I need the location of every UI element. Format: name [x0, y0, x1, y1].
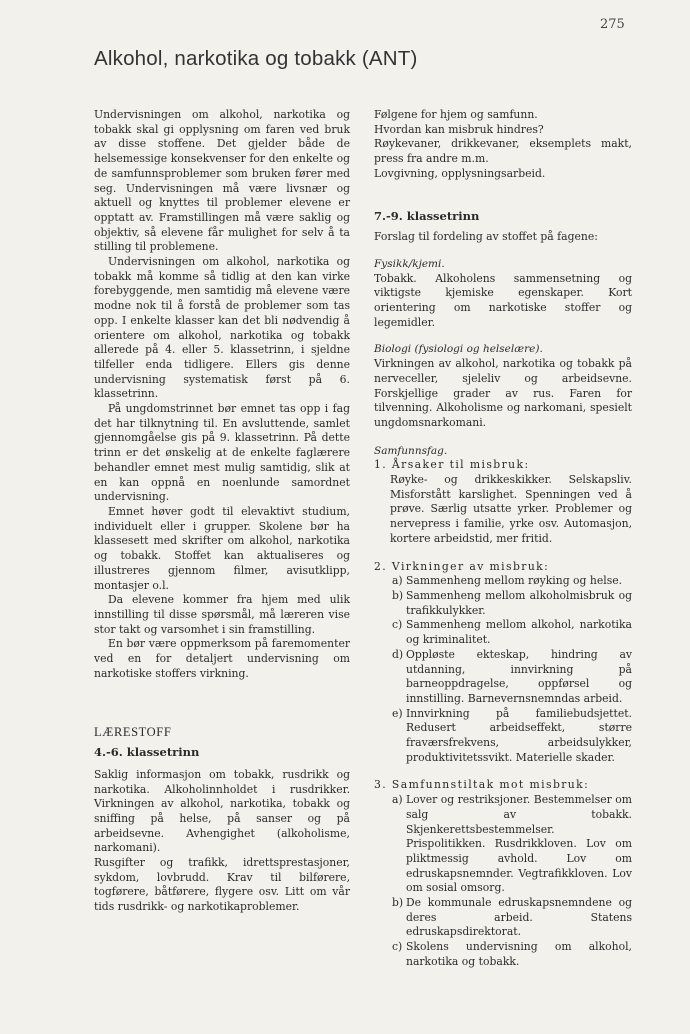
proposal-text: Forslag til fordeling av stoffet på fagene: — [374, 230, 598, 244]
list-item-text: Sammenheng mellom alkohol, narkotika og kriminalitet. — [406, 618, 632, 647]
subject-biologi-label: Biologi (fysiologi og helselære). — [374, 343, 543, 356]
grade-4-6-paragraph: Saklig informasjon om tobakk, rusdrikk og narkotika. Alkoholinnholdet i rusdrikker. Virkningen av alkohol, narkotika, tobakk og sniffing på helse, på sanser og på arbeidsevne. Avhengighet (alkoholisme, narkomani). — [94, 767, 350, 855]
list-item-text: Oppløste ekteskap, hindring av utdanning, innvirkning på barneoppdragelse, oppførsel og innstilling. Barnevernsnemndas arbeid. — [406, 647, 632, 705]
list-item-label: c) — [392, 940, 403, 954]
section-3-heading: 3. Samfunnstiltak mot misbruk: — [374, 778, 590, 792]
page-number: 275 — [600, 17, 625, 32]
list-item — [374, 648, 632, 707]
subject-fysikk-label: Fysikk/kjemi. — [374, 257, 445, 270]
subject-biologi-text: Virkningen av alkohol, narkotika og tobakk på nerveceller, sjeleliv og arbeidsevne. Forskjellige grader av rus. Faren for tilvenning. Alkoholisme og narkomani, spesielt ungdomsnarkomani. — [374, 357, 632, 429]
section-2-heading: 2. Virkninger av misbruk: — [374, 559, 550, 573]
section-1-heading: 1. Årsaker til misbruk: — [374, 458, 530, 472]
list-item-text: Innvirkning på familiebudsjettet. Redusert arbeidseffekt, større fraværsfrekvens, arbeidsulykker, produktivitetssvikt. Materielle skader. — [406, 706, 632, 764]
intro-paragraph: Undervisningen om alkohol, narkotika og tobakk skal gi opplysning om faren ved bruk av disse stoffene. Det gjelder både de helsemessige konsekvenser for den enkelte og de samfunnsproblemer som bruken fører med seg. Undervisningen må være livsnær og aktuell og knyttes til problemer elevene er opptatt av. Framstillingen må være saklig og objektiv, så elevene får mulighet for selv å ta stilling til problemene. — [94, 108, 350, 254]
list-item — [374, 940, 632, 969]
paragraph-elevaktivt: Emnet høver godt til elevaktivt studium, individuelt eller i grupper. Skolene bør ha klassesett med skrifter om alkohol, narkotika og tobakk. Stoffet kan aktualiseres og illustreres gjennom filmer, avisutklipp, montasjer o.l. — [94, 504, 350, 592]
list-item-text: Sammenheng mellom røyking og helse. — [406, 574, 623, 588]
list-item — [374, 574, 632, 589]
paragraph-timing: Undervisningen om alkohol, narkotika og tobakk må komme så tidlig at den kan virke forebyggende, men samtidig må elevene være modne nok til å forstå de problemer som tas opp. I enkelte klasser kan det bli nødvendig å orientere om alkohol, narkotika og tobakk allerede på 4. eller 5. klassetrinn, i sjeldne tilfeller enda tidligere. Ellers gis denne undervisning systematisk først på 6. klassetrinn. — [94, 255, 350, 401]
list-item-text: Skolens undervisning om alkohol, narkotika og tobakk. — [406, 940, 632, 968]
subject-fysikk-text: Tobakk. Alkoholens sammensetning og viktigste kjemiske egenskaper. Kort orientering om narkotiske stoffer og legemidler. — [374, 271, 632, 329]
list-item-label: b) — [392, 588, 404, 602]
page-title: Alkohol, narkotika og tobakk (ANT) — [94, 47, 418, 70]
list-item — [374, 707, 632, 766]
subject-samfunn-label: Samfunnsfag. — [374, 444, 448, 457]
list-item-label: a) — [392, 574, 403, 588]
list-item-label: d) — [392, 647, 404, 661]
list-item — [374, 618, 632, 647]
section-1-text: Røyke- og drikkeskikker. Selskapsliv. Misforstått karslighet. Spenningen ved å prøve. Særlig utsatte yrker. Problemer og nervepress i familie, yrke osv. Automasjon, kortere arbeidstid, mer fritid. — [390, 473, 632, 545]
list-item-label: b) — [392, 896, 404, 910]
list-item — [374, 793, 632, 896]
grade-4-6-heading: 4.-6. klassetrinn — [94, 745, 200, 760]
text-line: Hvordan kan misbruk hindres? — [374, 122, 544, 136]
list-item-label: a) — [392, 793, 403, 807]
list-item-text: De kommunale edruskapsnemndene og deres arbeid. Statens edruskapsdirektorat. — [406, 896, 632, 939]
grade-4-6-paragraph: Rusgifter og trafikk, idrettsprestasjoner, sykdom, lovbrudd. Krav til bilførere, togførere, båtførere, flygere osv. Litt om vår tids rusdrikk- og narkotikaproblemer. — [94, 856, 350, 914]
text-line: Følgene for hjem og samfunn. — [374, 108, 538, 121]
grade-7-9-heading: 7.-9. klassetrinn — [374, 208, 480, 223]
list-item-label: e) — [392, 706, 403, 720]
list-item-label: c) — [392, 618, 403, 632]
text-line: Lovgivning, opplysningsarbeid. — [374, 166, 546, 180]
laerestoff-heading: LÆRESTOFF — [94, 725, 172, 740]
list-item-text: Lover og restriksjoner. Bestemmelser om salg av tobakk. Skjenkerettsbestemmelser. Prispolitikken. Rusdrikkloven. Lov om pliktmessig avhold. Lov om edruskapsnemnder. Vegtrafikkloven. Lov om sosial omsorg. — [406, 793, 632, 895]
list-item-text: Sammenheng mellom alkoholmisbruk og trafikkulykker. — [406, 588, 632, 617]
text-line: Røykevaner, drikkevaner, eksemplets makt, press fra andre m.m. — [374, 137, 632, 166]
paragraph-faremomenter: En bør være oppmerksom på faremomenter ved en for detaljert undervisning om narkotiske stoffers virkning. — [94, 637, 350, 680]
paragraph-takt: Da elevene kommer fra hjem med ulik innstilling til disse spørsmål, må læreren vise stor takt og varsomhet i sin framstilling. — [94, 593, 350, 636]
list-item — [374, 589, 632, 618]
left-column — [94, 108, 350, 915]
list-item — [374, 896, 632, 940]
right-column — [374, 108, 632, 970]
paragraph-ungdomstrinnet: På ungdomstrinnet bør emnet tas opp i fag det har tilknytning til. En avsluttende, samlet gjennomgåelse gis på 9. klassetrinn. På dette trinn er det ønskelig at de enkelte faglærere behandler emnet mest mulig samtidig, slik at en kan oppnå en noenlunde samordnet undervisning. — [94, 402, 350, 504]
